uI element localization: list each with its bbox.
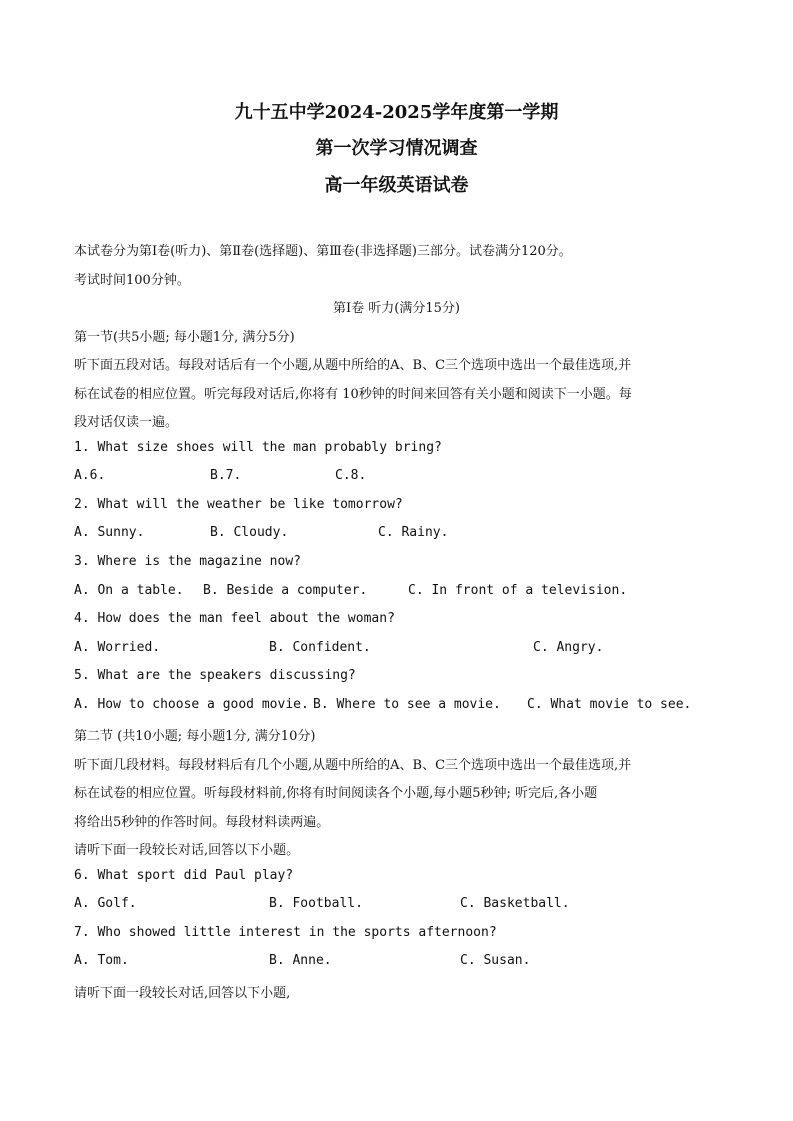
option-7c: C. Susan. bbox=[460, 953, 531, 968]
question-2: 2. What will the weather be like tomorrow? bbox=[74, 497, 403, 512]
option-4c: C. Angry. bbox=[533, 640, 604, 655]
exam-title-subject: 高一年级英语试卷 bbox=[324, 175, 469, 196]
option-3c: C. In front of a television. bbox=[408, 583, 628, 598]
question-7: 7. Who showed little interest in the sports afternoon? bbox=[74, 925, 497, 940]
intro-line-2: 考试时间100分钟。 bbox=[74, 273, 190, 288]
option-2c: C. Rainy. bbox=[378, 525, 449, 540]
option-7a: A. Tom. bbox=[74, 953, 129, 968]
question-5: 5. What are the speakers discussing? bbox=[74, 668, 356, 683]
option-6c: C. Basketball. bbox=[460, 896, 570, 911]
option-3b: B. Beside a computer. bbox=[203, 583, 368, 598]
option-2a: A. Sunny. bbox=[74, 525, 145, 540]
part2-instruction-line: 将给出5秒钟的作答时间。每段材料读两遍。 bbox=[74, 815, 330, 830]
part1-instruction-line: 听下面五段对话。每段对话后有一个小题,从题中所给的A、B、C三个选项中选出一个最佳选项,并 bbox=[74, 358, 632, 373]
part2-heading: 第二节 (共10小题; 每小题1分, 满分10分) bbox=[74, 729, 316, 744]
question-1: 1. What size shoes will the man probably bring? bbox=[74, 440, 442, 455]
option-1c: C.8. bbox=[335, 468, 367, 483]
option-3a: A. On a table. bbox=[74, 583, 184, 598]
part2-instruction-line: 听下面几段材料。每段材料后有几个小题,从题中所给的A、B、C三个选项中选出一个最佳选项,并 bbox=[74, 758, 632, 773]
part1-instruction-line: 段对话仅读一遍。 bbox=[74, 415, 179, 430]
part2-instruction-line: 标在试卷的相应位置。听每段材料前,你将有时间阅读各个小题,每小题5秒钟; 听完后,各小题 bbox=[74, 786, 598, 801]
option-1a: A.6. bbox=[74, 468, 106, 483]
option-2b: B. Cloudy. bbox=[210, 525, 289, 540]
option-5a: A. How to choose a good movie. bbox=[74, 697, 309, 712]
option-4b: B. Confident. bbox=[269, 640, 371, 655]
listening-prompt: 请听下面一段较长对话,回答以下小题, bbox=[74, 986, 291, 1001]
option-6a: A. Golf. bbox=[74, 896, 137, 911]
question-3: 3. Where is the magazine now? bbox=[74, 554, 301, 569]
part1-instruction-line: 标在试卷的相应位置。听完每段对话后,你将有 10秒钟的时间来回答有关小题和阅读下一小题。每 bbox=[74, 387, 632, 402]
exam-title-school: 九十五中学2024-2025学年度第一学期 bbox=[234, 102, 559, 123]
option-4a: A. Worried. bbox=[74, 640, 161, 655]
listening-prompt: 请听下面一段较长对话,回答以下小题。 bbox=[74, 843, 300, 858]
option-1b: B.7. bbox=[210, 468, 242, 483]
section-heading-listening: 第Ⅰ卷 听力(满分15分) bbox=[333, 301, 460, 316]
question-4: 4. How does the man feel about the woman? bbox=[74, 611, 395, 626]
question-6: 6. What sport did Paul play? bbox=[74, 868, 294, 883]
option-7b: B. Anne. bbox=[269, 953, 332, 968]
option-5b: B. Where to see a movie. bbox=[313, 697, 501, 712]
part1-heading: 第一节(共5小题; 每小题1分, 满分5分) bbox=[74, 330, 295, 345]
option-5c: C. What movie to see. bbox=[527, 697, 692, 712]
exam-title-survey: 第一次学习情况调查 bbox=[315, 138, 478, 159]
option-6b: B. Football. bbox=[269, 896, 363, 911]
intro-line-1: 本试卷分为第Ⅰ卷(听力)、第Ⅱ卷(选择题)、第Ⅲ卷(非选择题)三部分。试卷满分120分。 bbox=[74, 244, 572, 259]
